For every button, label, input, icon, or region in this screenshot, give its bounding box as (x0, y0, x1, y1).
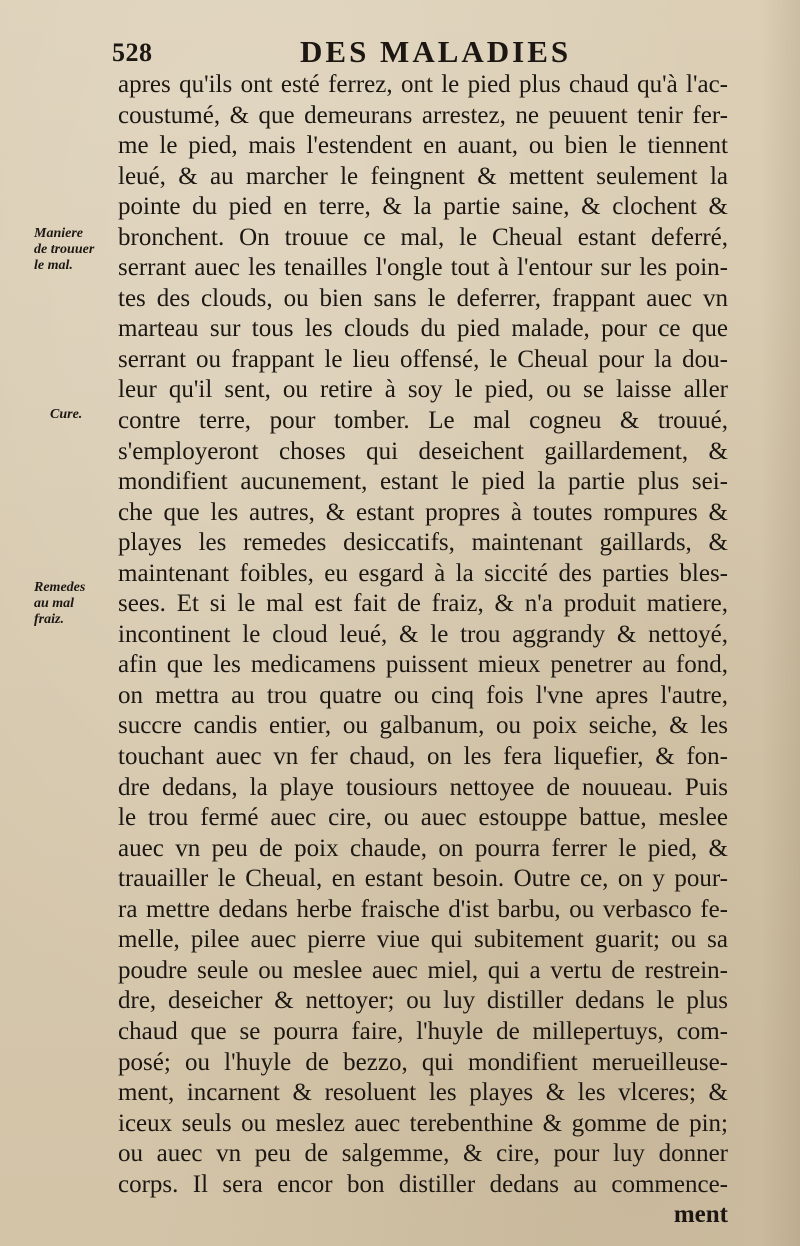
text-line: tes des clouds, ou bien sans le deferrer, frappant auec vn (118, 284, 728, 312)
text-line: mondifient aucunement, estant le pied la partie plus sei- (118, 468, 728, 496)
text-line: maintenant foibles, eu esgard à la siccité des parties bles- (118, 559, 728, 587)
text-line: apres qu'ils ont esté ferrez, ont le pied plus chaud qu'à l'ac- (118, 71, 728, 98)
page-number: 528 (112, 38, 153, 67)
margin-note-line: fraiz. (34, 612, 64, 627)
margin-note-remedes (34, 580, 118, 628)
text-line: me le pied, mais l'estendent en auant, ou bien le tiennent (118, 132, 728, 160)
page-edge-shadow (760, 0, 800, 1246)
margin-note-line: de trouuer (34, 242, 95, 257)
text-line: coustumé, & que demeurans arrestez, ne peuuent tenir fer- (118, 101, 728, 129)
margin-note-line: Cure. (50, 407, 83, 422)
text-line: touchant auec vn fer chaud, on les fera liquefier, & fon- (118, 743, 728, 771)
margin-note-line: Maniere (34, 226, 83, 241)
margin-note-line: au mal (34, 596, 75, 611)
text-line: pointe du pied en terre, & la partie saine, & clochent & (118, 193, 728, 221)
text-line: serrant auec les tenailles l'ongle tout à l'entour sur les poin- (118, 254, 728, 282)
text-line: ra mettre dedans herbe fraische d'ist barbu, ou verbasco fe- (118, 895, 728, 923)
text-line: incontinent le cloud leué, & le trou aggrandy & nettoyé, (118, 620, 728, 648)
running-title: DES MALADIES (300, 34, 572, 69)
text-line: dre dedans, la playe tousiours nettoyee de nouueau. Puis (118, 773, 728, 801)
margin-note-line: Remedes (34, 580, 86, 595)
catchword: ment (673, 1201, 728, 1229)
body-text (118, 70, 728, 1231)
text-line: melle, pilee auec pierre viue qui subitement guarit; ou sa (118, 926, 728, 954)
text-line: poudre seule ou meslee auec miel, qui a vertu de restrein- (118, 956, 728, 984)
text-line: contre terre, pour tomber. Le mal cogneu & trouué, (118, 407, 728, 435)
margin-note-line: le mal. (34, 258, 73, 273)
text-line: le trou fermé auec cire, ou auec estouppe battue, meslee (118, 804, 728, 832)
text-line: marteau sur tous les clouds du pied malade, pour ce que (118, 315, 728, 343)
text-line: corps. Il sera encor bon distiller dedans au commence- (118, 1170, 728, 1198)
text-line: on mettra au trou quatre ou cinq fois l'vne apres l'autre, (118, 681, 728, 709)
text-line: ment, incarnent & resoluent les playes & les vlceres; & (118, 1079, 728, 1107)
text-line: auec vn peu de poix chaude, on pourra ferrer le pied, & (118, 834, 728, 862)
text-line: trauailler le Cheual, en estant besoin. Outre ce, on y pour- (118, 865, 728, 893)
text-line: succre candis entier, ou galbanum, ou poix seiche, & les (118, 712, 728, 740)
text-line: dre, deseicher & nettoyer; ou luy distiller dedans le plus (118, 987, 728, 1015)
text-line: che que les autres, & estant propres à toutes rompures & (118, 498, 728, 526)
text-line: chaud que se pourra faire, l'huyle de millepertuys, com- (118, 1017, 728, 1045)
text-line: leué, & au marcher le feingnent & mettent seulement la (118, 162, 728, 190)
text-line: serrant ou frappant le lieu offensé, le Cheual pour la dou- (118, 345, 728, 373)
text-line: afin que les medicamens puissent mieux penetrer au fond, (118, 651, 728, 679)
text-line: bronchent. On trouue ce mal, le Cheual estant deferré, (118, 223, 728, 251)
text-line: sees. Et si le mal est fait de fraiz, & n'a produit matiere, (118, 590, 728, 618)
text-line: posé; ou l'huyle de bezzo, qui mondifient merueilleuse- (118, 1048, 728, 1076)
text-line: s'employeront choses qui deseichent gaillardement, & (118, 437, 728, 465)
text-line: iceux seuls ou meslez auec terebenthine & gomme de pin; (118, 1109, 728, 1137)
text-line: ou auec vn peu de salgemme, & cire, pour luy donner (118, 1140, 728, 1168)
margin-note-cure (50, 407, 120, 423)
text-line: playes les remedes desiccatifs, maintenant gaillards, & (118, 529, 728, 557)
text-line: leur qu'il sent, ou retire à soy le pied, ou se laisse aller (118, 376, 728, 404)
margin-note-maniere (34, 226, 118, 274)
